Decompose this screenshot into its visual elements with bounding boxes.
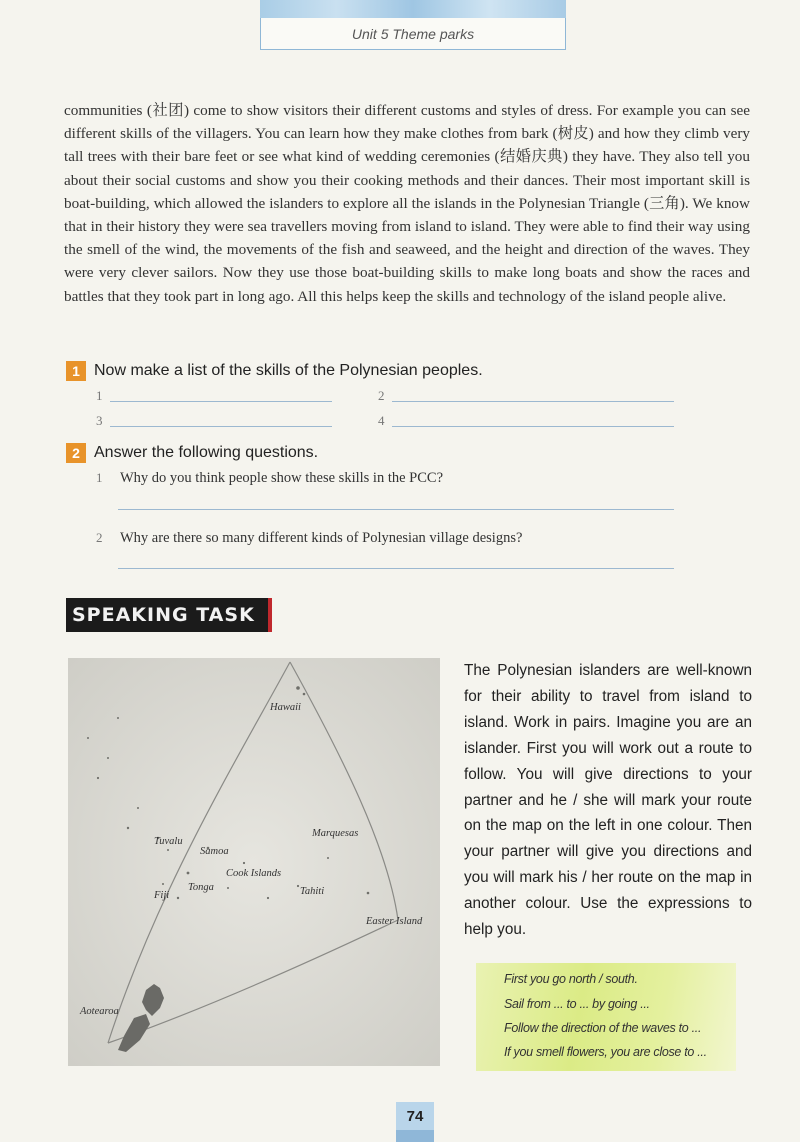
exercise-1-heading: [66, 361, 483, 381]
map-label-tahiti: Tahiti: [300, 886, 325, 897]
map-label-samoa: Samoa: [200, 846, 229, 857]
map-label-tonga: Tonga: [188, 882, 214, 893]
expression-4: If you smell flowers, you are close to ...: [504, 1045, 707, 1059]
answer-1-line[interactable]: [118, 509, 674, 510]
blank-3-line[interactable]: [110, 426, 332, 427]
map-label-tuvalu: Tuvalu: [154, 836, 183, 847]
header-banner: [260, 0, 566, 18]
blank-4: 4: [378, 413, 385, 428]
exercise-1-badge: 1: [66, 361, 86, 381]
speaking-task-title: SPEAKING TASK: [66, 598, 272, 632]
page-number-strip: [396, 1130, 434, 1142]
blank-2-line[interactable]: [392, 401, 674, 402]
unit-title: Unit 5 Theme parks: [260, 18, 566, 50]
blank-4-line[interactable]: [392, 426, 674, 427]
map-label-fiji: Fiji: [154, 890, 170, 901]
blank-1: 1: [96, 388, 103, 403]
exercise-2-instruction: Answer the following questions.: [94, 444, 319, 461]
map-label-aotearoa: Aotearoa: [80, 1006, 119, 1017]
expression-1: First you go north / south.: [504, 972, 638, 986]
exercise-2-heading: [66, 443, 318, 463]
blank-2: 2: [378, 388, 385, 403]
reading-paragraph: [64, 99, 750, 308]
paragraph-text: communities (社团) come to show visitors their different customs and styles of dress. For example you can see different skills of the villagers. You can learn how they make clothes from bark (树皮) and how they climb very tall trees with their bare feet or see what kind of wedding ceremonies (结婚庆典) they have. They also tell you about their social customs and show you their cooking methods and their dances. Their most important skill is boat-building, which allowed the islanders to explore all the islands in the Polynesian Triangle (三角). We know that in their history they were sea travellers moving from island to island. They were able to find their way using the smell of the wind, the movements of the fish and seaweed, and the height and direction of the waves. They were very clever sailors. Now they use those boat-building skills to make long boats and show the races and battles that they took part in long ago. All this helps keep the skills and technology of the island people alive.: [64, 102, 750, 305]
map-label-hawaii: Hawaii: [270, 702, 301, 713]
question-1: 1 Why do you think people show these skills in the PCC?: [96, 470, 444, 486]
map-label-cook-islands: Cook Islands: [226, 868, 282, 879]
exercise-1-instruction: Now make a list of the skills of the Polynesian peoples.: [94, 362, 483, 379]
question-2: 2 Why are there so many different kinds of Polynesian village designs?: [96, 530, 523, 546]
blank-1-line[interactable]: [110, 401, 332, 402]
speaking-task-text: The Polynesian islanders are well-known for their ability to travel from island to island. Work in pairs. Imagine you are an islander. First you will work out a route to follow. You will give directions to your partner and he / she will mark your route on the map on the left in one colour. Then your partner will give you directions and you will mark his / her route on the map in another colour. Use the expressions to help you.: [464, 662, 752, 939]
page-number: 74: [396, 1102, 434, 1130]
expression-3: Follow the direction of the waves to ...: [504, 1021, 702, 1035]
blank-3: 3: [96, 413, 103, 428]
triangle-map-graphic: [68, 658, 440, 1066]
exercise-2-badge: 2: [66, 443, 86, 463]
map-label-easter-island: Easter Island: [366, 916, 423, 927]
answer-2-line[interactable]: [118, 568, 674, 569]
map-label-marquesas: Marquesas: [312, 828, 359, 839]
expression-2: Sail from ... to ... by going ...: [504, 997, 650, 1011]
polynesian-triangle-map: [68, 658, 440, 1066]
